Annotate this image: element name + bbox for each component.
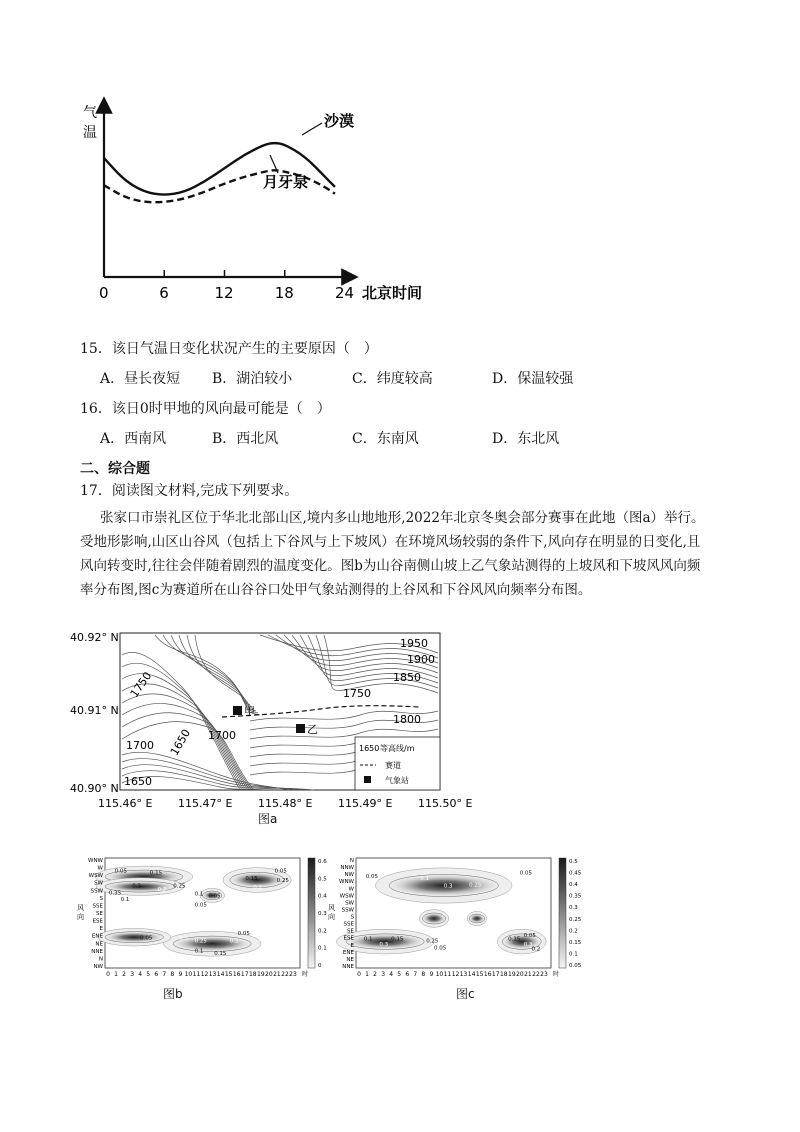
y-tick-label: NW: [93, 964, 103, 970]
caption-figure-a: 图a: [258, 812, 278, 826]
caption-figure-c: 图c: [456, 987, 475, 1001]
lat-label-top: 40.92° N: [70, 631, 119, 644]
q15-option-d[interactable]: D．保温较强: [492, 371, 574, 387]
contour-value-label: 0.05: [194, 902, 207, 909]
contour-value-label: 0.05: [519, 870, 533, 877]
wind-frequency-chart-c: [330, 850, 590, 985]
y-tick-label: NNW: [340, 865, 354, 872]
station-yi-marker: [296, 724, 305, 733]
colorbar-tick: 0.5: [569, 859, 578, 865]
x-tick-label: 18: [499, 971, 508, 978]
question-15-stem: 15．该日气温日变化状况产生的主要原因（ ）: [80, 341, 378, 357]
lon-label: 115.46° E: [98, 797, 153, 810]
heatmap-region: [105, 932, 164, 943]
heatmap-region: [469, 914, 485, 923]
contour-value-label: 0.05: [114, 868, 127, 875]
contour-value-label: 0.1: [194, 891, 204, 898]
contour-value-label: 0.05: [434, 945, 447, 952]
x-tick-label: 13: [459, 971, 468, 978]
x-tick-label: 17: [491, 971, 500, 978]
y-tick-label: WNW: [88, 858, 103, 864]
x-tick-label: 2: [373, 971, 378, 978]
y-tick-label: ESE: [92, 918, 103, 925]
y-axis-label-2: 温: [83, 125, 97, 141]
colorbar-tick: 0.3: [569, 905, 578, 912]
q16-option-a[interactable]: A．西南风: [100, 431, 167, 447]
contour-value-label: 0.25: [194, 938, 207, 945]
colorbar-tick: 0.15: [569, 939, 582, 946]
contour-value-label: 0.25: [469, 882, 482, 889]
colorbar-tick: 0.45: [569, 870, 582, 877]
y-tick-label: SSE: [92, 903, 103, 910]
contour-value-label: 0.05: [523, 933, 536, 940]
x-unit: 时: [553, 971, 560, 978]
x-tick-label: 6: [154, 971, 159, 978]
y-axis-label: 向: [77, 913, 84, 921]
station-jia-marker: [233, 706, 242, 715]
y-tick-label: S: [99, 895, 103, 902]
x-tick-label: 8: [421, 971, 426, 978]
contour-value-label: 0.05: [274, 868, 287, 875]
y-tick-label: ENE: [91, 933, 103, 940]
y-tick-label: NNE: [342, 964, 354, 970]
contour-value-label: 0.05: [140, 935, 153, 942]
contour-value-label: 0.05: [208, 893, 221, 900]
x-tick-label: 23: [540, 971, 548, 978]
y-axis-label: 风: [328, 904, 335, 912]
x-tick-label: 17: [240, 971, 249, 978]
x-tick-label: 23: [289, 971, 297, 978]
station-jia-label: 甲: [244, 705, 255, 718]
colorbar: [559, 858, 566, 968]
contour-value-label: 0.35: [108, 890, 122, 897]
wind-frequency-chart-b: [75, 850, 330, 985]
y-tick-label: W: [97, 865, 103, 872]
q16-option-d[interactable]: D．东北风: [492, 431, 560, 447]
q15-option-a[interactable]: A．昼长夜短: [100, 371, 181, 387]
x-tick-label: 14: [467, 971, 476, 978]
q17-para-line: 风向转变时,往往会伴随着剧烈的温度变化。图b为山谷南侧山坡上乙气象站测得的上坡风和下坡风风向频: [80, 558, 701, 574]
x-axis-label: 北京时间: [362, 284, 423, 302]
x-tick-label: 11: [443, 971, 452, 978]
colorbar-tick: 0.35: [569, 893, 582, 900]
colorbar-tick: 0.3: [318, 911, 327, 917]
x-tick-label: 1: [114, 971, 118, 978]
q16-option-b[interactable]: B．西北风: [212, 431, 279, 447]
x-tick-label: 1: [365, 971, 369, 978]
x-tick-label: 19: [508, 971, 516, 978]
x-tick-label: 5: [146, 971, 151, 978]
contour-label: 1700: [126, 739, 154, 752]
x-tick-label: 13: [208, 971, 217, 978]
lat-label-mid: 40.91° N: [70, 704, 119, 717]
contour-value-label: 0.1: [120, 896, 130, 903]
temperature-line-chart: [80, 95, 460, 310]
x-tick-label: 11: [192, 971, 201, 978]
contour-label: 1750: [343, 687, 371, 700]
x-tick-label: 9: [429, 971, 434, 978]
x-tick-label: 8: [170, 971, 175, 978]
x-unit: 时: [302, 971, 309, 978]
x-tick-label: 18: [248, 971, 257, 978]
x-tick-label: 0: [99, 284, 109, 302]
svg-text:赛道: 赛道: [385, 761, 401, 770]
x-tick-label: 12: [214, 284, 234, 302]
x-tick-label: 7: [413, 971, 418, 978]
x-tick-label: 20: [265, 971, 273, 978]
colorbar-tick: 0.4: [569, 882, 578, 889]
question-16-stem: 16．该日0时甲地的风向最可能是（ ）: [80, 401, 331, 417]
contour-value-label: 0.1: [194, 948, 204, 955]
x-tick-label: 4: [389, 971, 394, 978]
contour-label: 1750: [127, 669, 155, 700]
x-tick-label: 3: [381, 971, 386, 978]
y-tick-label: SW: [345, 900, 354, 907]
y-tick-label: ENE: [342, 949, 354, 956]
x-tick-label: 10: [435, 971, 444, 978]
question-17-stem: 17．阅读图文材料,完成下列要求。: [80, 483, 299, 499]
series-label-spring: 月牙泉: [263, 173, 309, 191]
svg-text:气象站: 气象站: [385, 776, 409, 785]
colorbar-tick: 0.5: [318, 876, 327, 883]
contour-value-label: 0.1: [420, 876, 430, 882]
colorbar-tick: 0.2: [569, 928, 578, 935]
y-tick-label: N: [349, 858, 354, 864]
contour-label: 1650: [124, 775, 152, 788]
contour-value-label: 0.25: [173, 883, 186, 890]
y-tick-label: WSW: [339, 893, 354, 900]
colorbar: [308, 858, 315, 968]
x-tick-label: 9: [178, 971, 183, 978]
x-tick-label: 12: [200, 971, 209, 978]
x-tick-label: 6: [405, 971, 410, 978]
contour-value-label: 0.15: [149, 870, 163, 877]
contour-value-label: 0.3: [229, 938, 239, 945]
x-tick-label: 24: [335, 284, 355, 302]
y-tick-label: NW: [344, 872, 354, 879]
q15-option-c[interactable]: C．纬度较高: [352, 371, 433, 387]
contour-value-label: 0.15: [245, 876, 258, 882]
y-axis-label: 风: [77, 904, 84, 912]
y-tick-label: SSW: [90, 888, 103, 895]
y-axis-label-1: 气: [83, 105, 97, 121]
contour-value-label: 0.05: [237, 931, 250, 937]
station-yi-label: 乙: [307, 723, 318, 736]
contour-value-label: 0.3: [379, 942, 389, 948]
x-tick-label: 16: [232, 971, 241, 978]
contour-value-label: 0.2: [531, 946, 541, 953]
contour-value-label: 0.15: [508, 936, 521, 943]
contour-value-label: 0.15: [214, 950, 227, 957]
contour-label: 1950: [400, 637, 428, 650]
colorbar-tick: 0.05: [569, 963, 582, 969]
x-tick-label: 14: [216, 971, 225, 978]
lon-label: 115.48° E: [258, 797, 313, 810]
x-tick-label: 0: [106, 971, 110, 978]
lon-label: 115.47° E: [178, 797, 233, 810]
contour-value-label: 0.25: [426, 938, 439, 945]
y-tick-label: SSE: [343, 921, 354, 928]
contour-value-label: 0.15: [391, 936, 404, 943]
colorbar-tick: 0.2: [318, 928, 327, 935]
lon-label: 115.50° E: [418, 797, 473, 810]
lat-label-bottom: 40.90° N: [70, 782, 119, 795]
contour-label: 1900: [407, 653, 435, 666]
y-tick-label: NNE: [91, 948, 103, 955]
y-tick-label: SW: [94, 880, 103, 887]
contour-value-label: 0.2: [253, 884, 262, 891]
x-tick-label: 20: [516, 971, 524, 978]
x-tick-label: 6: [159, 284, 169, 302]
x-tick-label: 16: [483, 971, 492, 978]
colorbar-tick: 0.6: [318, 859, 327, 865]
q17-para-line: 张家口市崇礼区位于华北北部山区,境内多山地地形,2022年北京冬奥会部分赛事在此地（图a）举行。: [100, 510, 705, 526]
series-leader-desert: [302, 123, 322, 135]
contour-value-label: 0.1: [363, 936, 373, 943]
contour-value-label: 0.3: [179, 935, 188, 942]
colorbar-tick: 0.1: [318, 945, 327, 952]
contour-value-label: 0.3: [443, 883, 453, 890]
y-tick-label: WSW: [88, 873, 103, 880]
contour-label: 1850: [393, 671, 421, 684]
q17-para-line: 率分布图,图c为赛道所在山谷谷口处甲气象站测得的上谷风和下谷风风向频率分布图。: [80, 582, 592, 598]
y-tick-label: ESE: [343, 935, 354, 942]
svg-text:1650: 1650: [359, 744, 380, 753]
caption-figure-b: 图b: [163, 987, 183, 1001]
colorbar-tick: 0.1: [569, 951, 578, 958]
x-tick-label: 15: [475, 971, 484, 978]
y-tick-label: S: [350, 914, 354, 921]
heatmap-region: [422, 913, 445, 924]
x-tick-label: 3: [130, 971, 135, 978]
q15-option-b[interactable]: B．湖泊较小: [212, 371, 293, 387]
x-tick-label: 12: [451, 971, 460, 978]
x-ticks: [99, 270, 354, 302]
colorbar-tick: 0.4: [318, 893, 327, 900]
x-tick-label: 2: [122, 971, 127, 978]
y-tick-label: W: [348, 886, 354, 893]
x-tick-label: 22: [532, 971, 540, 978]
x-tick-label: 0: [357, 971, 361, 978]
contour-value-label: 0.2: [157, 887, 167, 893]
colorbar-tick: 0: [318, 963, 322, 969]
q17-material: [80, 506, 730, 602]
contour-label: 1800: [393, 713, 421, 726]
q17-para-line: 受地形影响,山区山谷风（包括上下谷风与上下坡风）在环境风场较弱的条件下,风向存在明显的日变化,且: [80, 534, 701, 550]
y-tick-label: N: [98, 956, 103, 963]
y-tick-label: E: [99, 926, 103, 933]
x-tick-label: 18: [274, 284, 294, 302]
x-tick-label: 22: [281, 971, 289, 978]
colorbar-tick: 0.25: [569, 916, 582, 923]
x-tick-label: 19: [257, 971, 265, 978]
map-legend: [355, 737, 440, 790]
y-tick-label: NE: [346, 956, 354, 963]
x-tick-label: 10: [184, 971, 193, 978]
x-tick-label: 7: [162, 971, 167, 978]
contour-value-label: 0.3: [132, 883, 142, 890]
y-tick-label: SE: [96, 911, 103, 917]
x-tick-label: 5: [397, 971, 402, 978]
y-tick-label: SE: [347, 928, 354, 935]
contour-label: 1700: [208, 729, 236, 742]
x-tick-label: 15: [224, 971, 233, 978]
y-tick-label: WNW: [339, 879, 354, 886]
contour-value-label: 0.3: [523, 942, 533, 948]
y-axis-label: 向: [328, 913, 335, 921]
contour-label: 1650: [167, 726, 194, 758]
q16-option-c[interactable]: C．东南风: [352, 431, 419, 447]
contour-value-label: 0.05: [365, 873, 378, 880]
section-2-title: 二、综合题: [80, 461, 150, 477]
y-tick-label: E: [350, 942, 354, 949]
lon-label: 115.49° E: [338, 797, 393, 810]
x-tick-label: 4: [138, 971, 143, 978]
contour-value-label: 0.25: [276, 878, 289, 885]
x-tick-label: 21: [524, 971, 532, 978]
svg-text:等高线/m: 等高线/m: [380, 744, 415, 753]
series-label-desert: 沙漠: [324, 112, 355, 130]
x-tick-label: 21: [273, 971, 281, 978]
y-tick-label: SSW: [341, 907, 354, 914]
y-tick-label: NE: [95, 941, 103, 948]
contour-map-figure-a: [60, 625, 490, 825]
